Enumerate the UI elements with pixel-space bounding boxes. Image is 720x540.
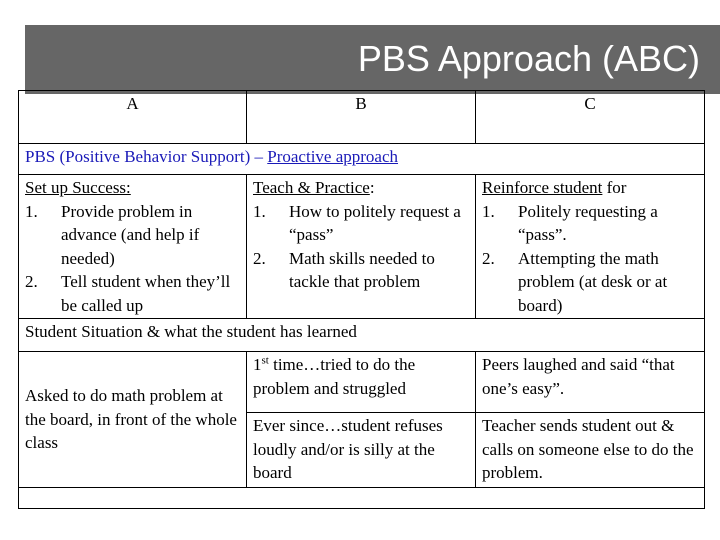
list-number: 1. — [253, 201, 266, 221]
col-c-heading-suffix: for — [602, 178, 627, 197]
title-bar — [25, 25, 720, 94]
empty-cell — [19, 488, 705, 509]
list-text: How to politely request a “pass” — [289, 201, 461, 244]
col-a-cell — [19, 175, 247, 319]
abc-table — [18, 90, 705, 509]
ordinal-number: 1 — [253, 355, 262, 374]
col-c-cell — [476, 175, 705, 319]
situation-b1-text: time…tried to do the problem and struggled — [253, 355, 416, 398]
situation-c2-cell: Teacher sends student out & calls on someone else to do the problem. — [476, 413, 705, 488]
pbs-prefix: PBS (Positive Behavior Support) – — [25, 147, 264, 166]
page-title: PBS Approach (ABC) — [357, 38, 700, 79]
situation-b2-cell: Ever since…student refuses loudly and/or is silly at the board — [247, 413, 476, 488]
list-number: 2. — [482, 248, 495, 268]
pbs-row — [19, 144, 705, 175]
header-row — [19, 91, 705, 144]
col-b-cell — [247, 175, 476, 319]
situation-header: Student Situation & what the student has learned — [19, 319, 705, 352]
list-text: Tell student when they’ll be called up — [61, 272, 231, 315]
header-b: B — [247, 91, 476, 144]
strategy-row — [19, 175, 705, 319]
col-a-list — [25, 200, 240, 318]
list-item — [253, 247, 469, 294]
list-item — [25, 200, 240, 271]
col-a-heading: Set up Success: — [25, 178, 131, 197]
list-number: 2. — [253, 248, 266, 268]
list-number: 1. — [482, 201, 495, 221]
list-text: Attempting the math problem (at desk or at board) — [518, 248, 668, 315]
pbs-cell — [19, 144, 705, 175]
header-c: C — [476, 91, 705, 144]
list-number: 1. — [25, 201, 38, 221]
situation-a-cell: Asked to do math problem at the board, in front of the whole class — [19, 352, 247, 488]
list-text: Politely requesting a “pass”. — [518, 201, 658, 244]
col-c-list — [482, 200, 698, 318]
situation-header-row — [19, 319, 705, 352]
empty-row — [19, 488, 705, 509]
list-item — [253, 200, 469, 247]
header-a: A — [19, 91, 247, 144]
list-text: Math skills needed to tackle that problem — [289, 248, 435, 291]
list-item — [482, 247, 698, 318]
list-number: 2. — [25, 272, 38, 291]
col-b-list — [253, 200, 469, 294]
col-c-heading: Reinforce student — [482, 178, 603, 197]
list-item — [482, 200, 698, 247]
situation-row-1 — [19, 352, 705, 413]
col-b-heading: Teach & Practice — [253, 178, 370, 197]
proactive-approach-link[interactable]: Proactive approach — [267, 147, 399, 166]
ordinal-suffix: st — [261, 354, 269, 367]
situation-c1-cell: Peers laughed and said “that one’s easy”. — [476, 352, 705, 413]
list-item — [25, 270, 240, 317]
list-text: Provide problem in advance (and help if needed) — [61, 201, 200, 268]
situation-b1-cell — [247, 352, 476, 413]
col-b-heading-suffix: : — [369, 178, 375, 197]
